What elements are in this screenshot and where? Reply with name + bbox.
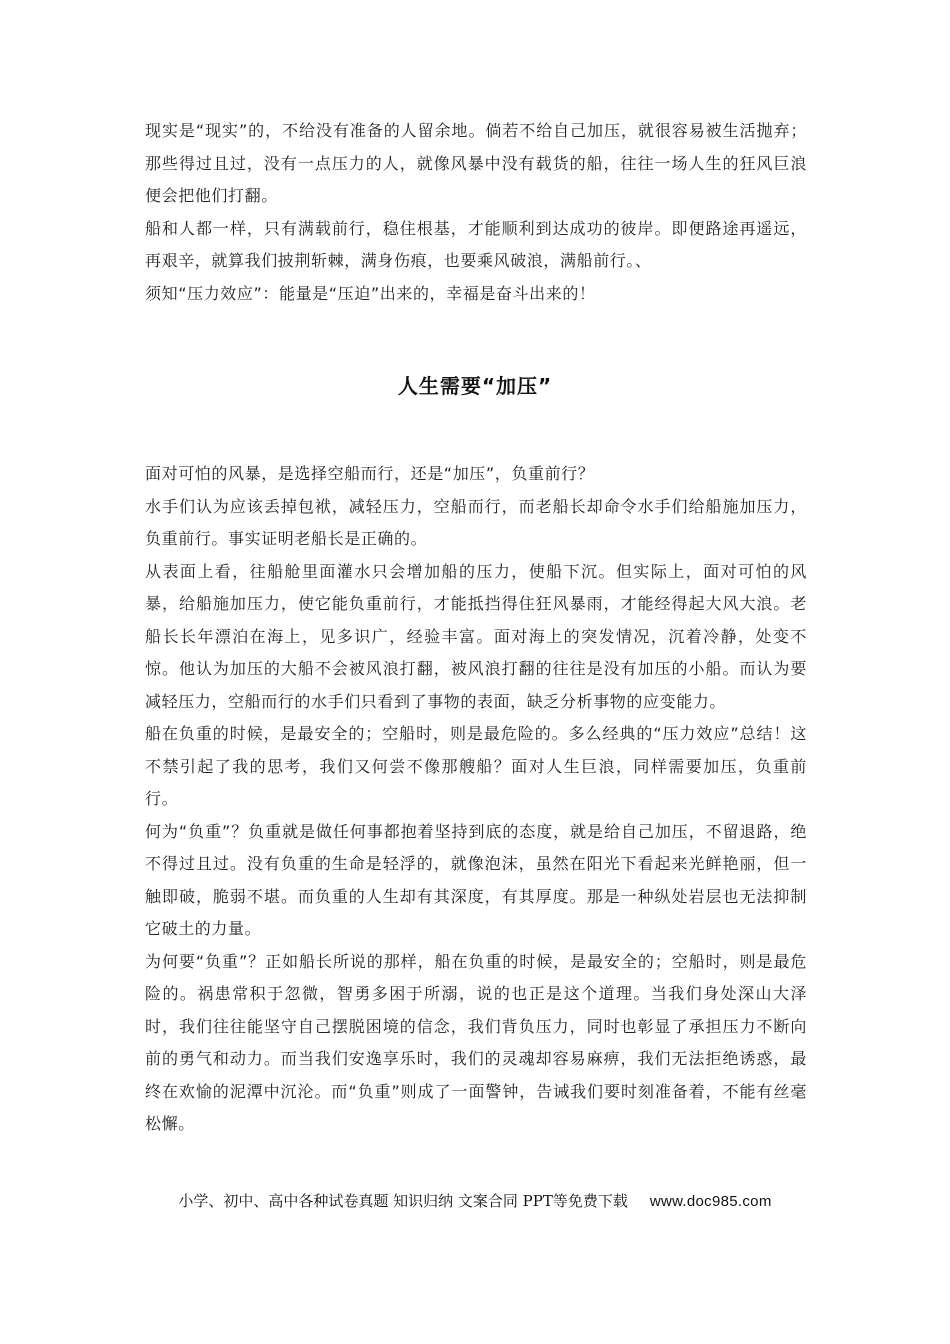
article-title: 人生需要“加压” <box>397 374 553 398</box>
article-paragraph-6: 为何要“负重”？正如船长所说的那样，船在负重的时候，是最安全的；空船时，则是最危险的。祸患常积于忽微，智勇多困于所溺，说的也正是这个道理。当我们身处深山大泽时，我们往往能坚守自己摆脱困境的信念，我们背负压力，同时也彰显了承担压力不断向前的勇气和动力。而当我们安逸享乐时，我们的灵魂却容易麻痹，我们无法拒绝诱惑，最终在欢愉的泥潭中沉沦。而“负重”则成了一面警钟，告诫我们要时刻准备着，不能有丝毫松懈。 <box>145 951 807 1133</box>
article-body <box>145 458 807 1141</box>
intro-section <box>145 115 807 310</box>
article-paragraph-5: 何为“负重”？负重就是做任何事都抱着坚持到底的态度，就是给自己加压，不留退路，绝不得过且过。没有负重的生命是轻浮的，就像泡沫，虽然在阳光下看起来光鲜艳丽，但一触即破，脆弱不堪。而负重的人生却有其深度，有其厚度。那是一种纵处岩层也无法抑制它破土的力量。 <box>145 821 807 938</box>
article-paragraph-4: 船在负重的时候，是最安全的；空船时，则是最危险的。多么经典的“压力效应”总结！这不禁引起了我的思考，我们又何尝不像那艘船？面对人生巨浪，同样需要加压，负重前行。 <box>145 724 807 808</box>
page-footer <box>0 1190 950 1211</box>
intro-paragraph-1: 现实是“现实”的，不给没有准备的人留余地。倘若不给自己加压，就很容易被生活抛弃；那些得过且过，没有一点压力的人，就像风暴中没有载货的船，往往一场人生的狂风巨浪便会把他们打翻。 <box>145 121 807 205</box>
article-paragraph-2: 水手们认为应该丢掉包袱，减轻压力，空船而行，而老船长却命令水手们给船施加压力，负重前行。事实证明老船长是正确的。 <box>145 496 807 548</box>
article-paragraph-3: 从表面上看，往船舱里面灌水只会增加船的压力，使船下沉。但实际上，面对可怕的风暴，给船施加压力，使它能负重前行，才能抵挡得住狂风暴雨，才能经得起大风大浪。老船长长年漂泊在海上，见多识广，经验丰富。面对海上的突发情况，沉着冷静，处变不惊。他认为加压的大船不会被风浪打翻，被风浪打翻的往往是没有加压的小船。而认为要减轻压力，空船而行的水手们只看到了事物的表面，缺乏分析事物的应变能力。 <box>145 561 807 711</box>
footer-site-link[interactable]: www.doc985.com <box>649 1193 772 1210</box>
footer-text: 小学、初中、高中各种试卷真题 知识归纳 文案合同 PPT等免费下载 <box>178 1192 628 1210</box>
intro-paragraph-2: 船和人都一样，只有满载前行，稳住根基，才能顺利到达成功的彼岸。即便路途再遥远，再艰辛，就算我们披荆斩棘，满身伤痕，也要乘风破浪，满船前行。、 <box>145 218 807 270</box>
article-paragraph-1: 面对可怕的风暴，是选择空船而行，还是“加压”，负重前行？ <box>145 464 595 483</box>
intro-paragraph-3: 须知“压力效应”：能量是“压迫”出来的，幸福是奋斗出来的！ <box>145 283 596 303</box>
